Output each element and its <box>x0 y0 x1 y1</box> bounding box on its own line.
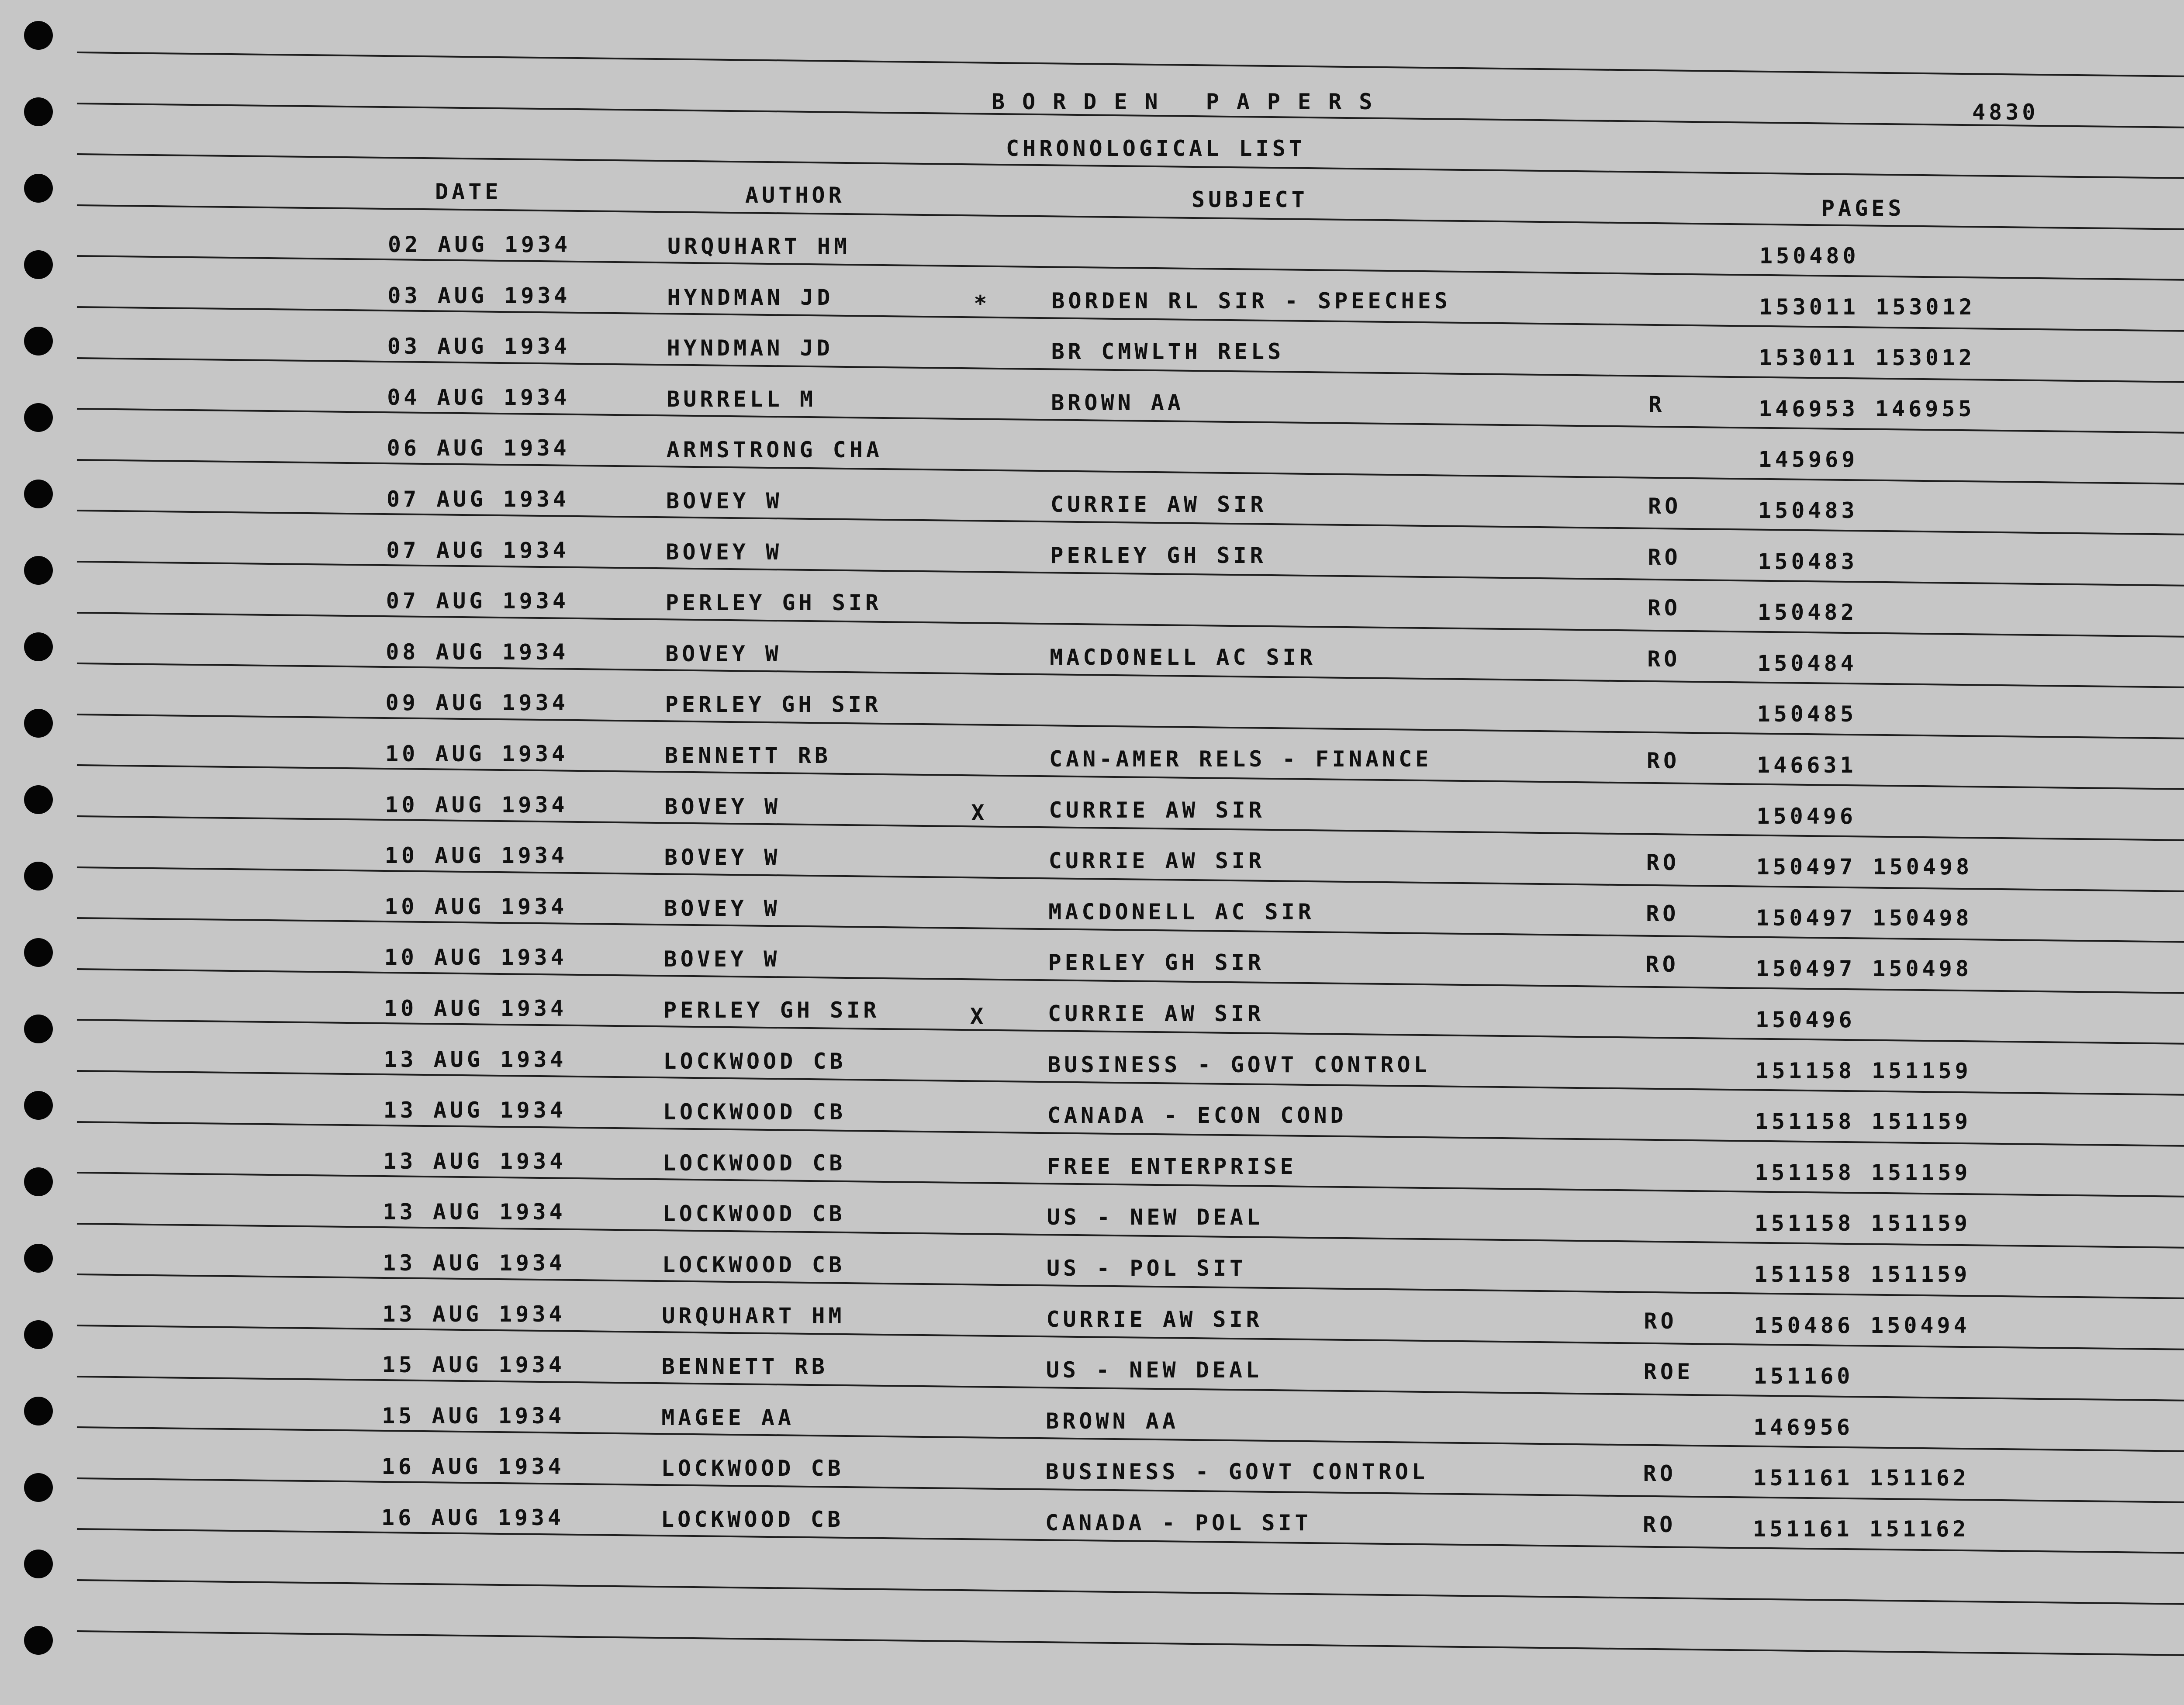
code-cell: ROE <box>1643 1359 1694 1385</box>
author-cell: BOVEY W <box>664 794 781 819</box>
author-cell: BOVEY W <box>665 641 782 666</box>
mark-cell: * <box>974 290 987 316</box>
author-cell: URQUHART HM <box>662 1303 845 1329</box>
mark-cell: X <box>971 800 985 825</box>
subject-cell: US - NEW DEAL <box>1047 1205 1263 1230</box>
code-cell: RO <box>1647 748 1680 773</box>
feed-hole <box>24 1473 53 1502</box>
subject-cell: CURRIE AW SIR <box>1048 848 1265 874</box>
subject-cell: MACDONELL AC SIR <box>1050 644 1316 670</box>
date-cell: 10 AUG 1934 <box>385 792 568 818</box>
code-cell: RO <box>1648 544 1681 570</box>
author-cell: BOVEY W <box>663 946 781 972</box>
pages-cell: 146956 <box>1753 1414 1853 1440</box>
code-cell: R <box>1648 391 1666 417</box>
code-cell: RO <box>1646 850 1680 876</box>
subject-cell: CURRIE AW SIR <box>1051 492 1267 517</box>
date-cell: 15 AUG 1934 <box>382 1403 565 1429</box>
date-cell: 13 AUG 1934 <box>382 1301 566 1327</box>
author-cell: BENNETT RB <box>665 743 832 768</box>
date-cell: 10 AUG 1934 <box>384 996 567 1021</box>
feed-hole <box>24 1320 53 1349</box>
feed-hole <box>24 480 53 508</box>
code-cell: RO <box>1643 1512 1676 1537</box>
author-cell: BOVEY W <box>666 488 783 514</box>
date-cell: 08 AUG 1934 <box>386 639 569 665</box>
date-cell: 03 AUG 1934 <box>387 334 570 359</box>
ruled-line <box>77 52 2184 78</box>
code-cell: RO <box>1648 494 1682 519</box>
pages-cell: 151158 151159 <box>1754 1211 1971 1236</box>
date-cell: 07 AUG 1934 <box>386 537 570 563</box>
subject-cell: CURRIE AW SIR <box>1049 797 1265 823</box>
feed-hole <box>24 403 53 432</box>
feed-hole <box>24 21 53 50</box>
column-header-pages: PAGES <box>1821 196 1905 221</box>
subject-cell: US - NEW DEAL <box>1046 1357 1263 1383</box>
pages-cell: 150482 <box>1757 600 1858 625</box>
pages-cell: 150485 <box>1757 701 1857 727</box>
date-cell: 09 AUG 1934 <box>385 690 569 716</box>
author-cell: URQUHART HM <box>667 234 851 259</box>
author-cell: ARMSTRONG CHA <box>666 437 883 463</box>
code-cell: RO <box>1643 1461 1676 1487</box>
feed-hole <box>24 556 53 585</box>
ruled-line <box>77 1579 2184 1605</box>
feed-hole <box>24 1626 53 1655</box>
date-cell: 13 AUG 1934 <box>383 1098 567 1123</box>
date-cell: 10 AUG 1934 <box>384 945 567 970</box>
subject-cell: US - POL SIT <box>1047 1256 1247 1281</box>
document-subtitle: CHRONOLOGICAL LIST <box>1006 136 1306 161</box>
feed-hole <box>24 785 53 814</box>
subject-cell: PERLEY GH SIR <box>1048 950 1265 976</box>
column-header-date: DATE <box>435 179 502 204</box>
feed-hole <box>24 1167 53 1196</box>
subject-cell: FREE ENTERPRISE <box>1047 1153 1297 1179</box>
date-cell: 13 AUG 1934 <box>384 1046 567 1072</box>
feed-hole <box>24 1244 53 1273</box>
pages-cell: 150480 <box>1759 243 1859 269</box>
pages-cell: 153011 153012 <box>1759 294 1976 320</box>
author-cell: LOCKWOOD CB <box>661 1507 844 1532</box>
column-header-subject: SUBJECT <box>1192 187 1308 212</box>
author-cell: LOCKWOOD CB <box>663 1048 847 1074</box>
subject-cell: MACDONELL AC SIR <box>1048 899 1315 925</box>
column-header-author: AUTHOR <box>745 183 845 208</box>
pages-cell: 150497 150498 <box>1756 905 1973 931</box>
author-cell: BOVEY W <box>664 845 781 870</box>
author-cell: PERLEY GH SIR <box>665 692 881 718</box>
pages-cell: 150486 150494 <box>1754 1312 1970 1338</box>
pages-cell: 150496 <box>1756 803 1857 829</box>
date-cell: 07 AUG 1934 <box>386 588 569 614</box>
subject-cell: BUSINESS - GOVT CONTROL <box>1045 1459 1428 1485</box>
subject-cell: CURRIE AW SIR <box>1048 1001 1265 1026</box>
pages-cell: 146953 146955 <box>1759 396 1975 421</box>
pages-cell: 150484 <box>1757 650 1857 676</box>
pages-cell: 145969 <box>1758 447 1859 473</box>
date-cell: 15 AUG 1934 <box>382 1352 565 1378</box>
date-cell: 13 AUG 1934 <box>383 1148 567 1174</box>
subject-cell: CANADA - POL SIT <box>1045 1510 1312 1536</box>
pages-cell: 150496 <box>1755 1007 1856 1032</box>
date-cell: 06 AUG 1934 <box>387 435 570 461</box>
mark-cell: X <box>970 1004 984 1029</box>
pages-cell: 146631 <box>1757 752 1857 778</box>
feed-hole <box>24 862 53 890</box>
pages-cell: 150497 150498 <box>1755 956 1972 982</box>
date-cell: 10 AUG 1934 <box>384 843 568 869</box>
pages-cell: 153011 153012 <box>1759 345 1976 371</box>
date-cell: 13 AUG 1934 <box>383 1199 566 1225</box>
pages-cell: 151158 151159 <box>1755 1058 1972 1084</box>
subject-cell: BORDEN RL SIR - SPEECHES <box>1051 288 1451 314</box>
author-cell: HYNDMAN JD <box>667 335 833 361</box>
pages-cell: 150483 <box>1758 498 1858 523</box>
ruled-line <box>77 255 2184 281</box>
pages-cell: 150497 150498 <box>1756 854 1973 880</box>
pages-cell: 151158 151159 <box>1755 1109 1972 1135</box>
code-cell: RO <box>1647 595 1681 621</box>
subject-cell: CURRIE AW SIR <box>1046 1306 1263 1332</box>
pages-cell: 151160 <box>1753 1363 1854 1389</box>
subject-cell: PERLEY GH SIR <box>1050 542 1267 568</box>
feed-hole <box>24 709 53 738</box>
code-cell: RO <box>1646 901 1679 926</box>
author-cell: BOVEY W <box>666 539 783 565</box>
pages-cell: 151161 151162 <box>1753 1465 1970 1491</box>
author-cell: BENNETT RB <box>661 1354 828 1380</box>
feed-hole <box>24 250 53 279</box>
author-cell: LOCKWOOD CB <box>662 1201 846 1227</box>
date-cell: 04 AUG 1934 <box>387 384 570 410</box>
date-cell: 16 AUG 1934 <box>381 1454 565 1480</box>
subject-cell: BUSINESS - GOVT CONTROL <box>1047 1052 1431 1077</box>
feed-hole <box>24 97 53 126</box>
date-cell: 07 AUG 1934 <box>387 487 570 512</box>
ruled-line <box>77 714 2184 740</box>
subject-cell: BROWN AA <box>1051 390 1185 415</box>
ruled-line <box>77 459 2184 485</box>
author-cell: LOCKWOOD CB <box>662 1252 846 1277</box>
author-cell: BURRELL M <box>667 386 817 412</box>
subject-cell: CANADA - ECON COND <box>1047 1103 1347 1129</box>
author-cell: LOCKWOOD CB <box>663 1099 846 1125</box>
date-cell: 16 AUG 1934 <box>381 1505 565 1530</box>
feed-hole <box>24 938 53 967</box>
page-number: 4830 <box>1972 100 2039 125</box>
pages-cell: 151161 151162 <box>1753 1516 1970 1542</box>
author-cell: LOCKWOOD CB <box>663 1150 846 1176</box>
feed-hole <box>24 632 53 661</box>
feed-hole <box>24 1015 53 1043</box>
date-cell: 10 AUG 1934 <box>384 894 568 919</box>
feed-hole <box>24 327 53 355</box>
feed-hole <box>24 1550 53 1578</box>
date-cell: 13 AUG 1934 <box>383 1250 566 1276</box>
code-cell: RO <box>1647 646 1681 672</box>
document-title: BORDEN PAPERS <box>992 89 1390 114</box>
subject-cell: CAN-AMER RELS - FINANCE <box>1049 746 1432 772</box>
ruled-line <box>77 1630 2184 1657</box>
pages-cell: 151158 151159 <box>1754 1262 1971 1287</box>
date-cell: 03 AUG 1934 <box>387 283 571 308</box>
code-cell: RO <box>1644 1308 1677 1334</box>
date-cell: 02 AUG 1934 <box>388 232 571 257</box>
author-cell: LOCKWOOD CB <box>661 1456 844 1481</box>
subject-cell: BR CMWLTH RELS <box>1051 339 1285 365</box>
ruled-line <box>77 612 2184 638</box>
feed-hole <box>24 1091 53 1120</box>
author-cell: BOVEY W <box>664 895 781 921</box>
author-cell: PERLEY GH SIR <box>665 590 882 616</box>
pages-cell: 150483 <box>1758 549 1858 574</box>
pages-cell: 151158 151159 <box>1755 1160 1971 1185</box>
code-cell: RO <box>1645 952 1679 977</box>
feed-hole <box>24 1397 53 1425</box>
feed-hole <box>24 174 53 203</box>
author-cell: PERLEY GH SIR <box>663 997 880 1023</box>
author-cell: MAGEE AA <box>661 1405 795 1430</box>
date-cell: 10 AUG 1934 <box>385 741 569 766</box>
author-cell: HYNDMAN JD <box>667 284 834 310</box>
subject-cell: BROWN AA <box>1046 1408 1179 1434</box>
